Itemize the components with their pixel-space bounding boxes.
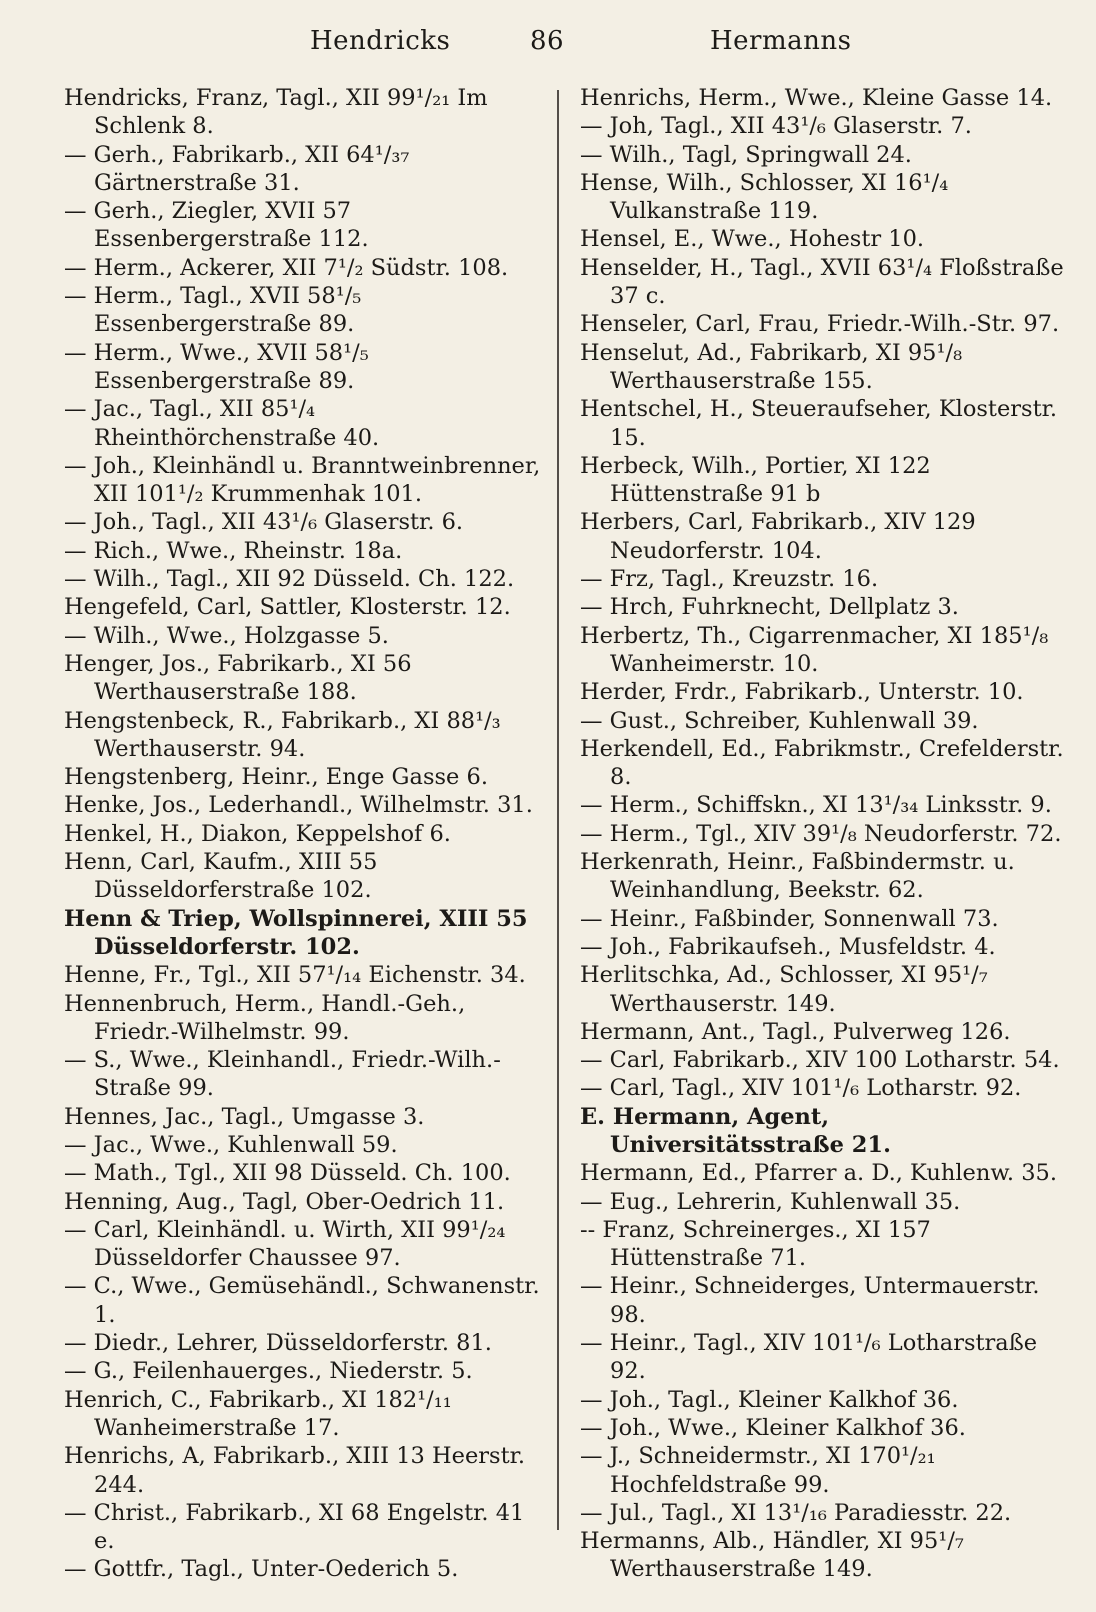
- directory-entry: Herkendell, Ed., Fabrikmstr., Crefelderstr. 8.: [580, 735, 1064, 791]
- directory-entry: -- Franz, Schreinerges., XI 157 Hüttenstraße 71.: [580, 1216, 931, 1272]
- directory-entry: — Eug., Lehrerin, Kuhlenwall 35.: [580, 1188, 961, 1215]
- header-left-keyword: Hendricks: [310, 26, 451, 56]
- directory-entry: — Joh., Fabrikaufseh., Musfeldstr. 4.: [580, 933, 996, 960]
- directory-entry: Herbers, Carl, Fabrikarb., XIV 129 Neudorferstr. 104.: [580, 509, 976, 564]
- directory-entry: Henning, Aug., Tagl, Ober-Oedrich 11.: [64, 1188, 505, 1215]
- directory-entry: — Wilh., Tagl., XII 92 Düsseld. Ch. 122.: [64, 566, 515, 593]
- directory-entry: Hengstenbeck, R., Fabrikarb., XI 88¹/₃ Werthauserstr. 94.: [64, 707, 501, 762]
- directory-entry: — Gerh., Ziegler, XVII 57 Essenbergerstraße 112.: [64, 198, 369, 253]
- directory-entry: Henn, Carl, Kaufm., XIII 55 Düsseldorferstraße 102.: [64, 849, 378, 904]
- directory-entry: — Gottfr., Tagl., Unter-Oederich 5.: [64, 1556, 459, 1583]
- directory-entry: — Hrch, Fuhrknecht, Dellplatz 3.: [580, 594, 959, 621]
- directory-entry: — Herm., Ackerer, XII 7¹/₂ Südstr. 108.: [64, 254, 509, 281]
- directory-entry: Henrichs, A, Fabrikarb., XIII 13 Heerstr. 244.: [64, 1443, 526, 1498]
- directory-entry: — Jac., Tagl., XII 85¹/₄ Rheinthörchenstraße 40.: [64, 396, 380, 451]
- directory-entry: Hermann, Ed., Pfarrer a. D., Kuhlenw. 35.: [580, 1160, 1058, 1187]
- directory-entry: Henger, Jos., Fabrikarb., XI 56 Werthauserstraße 188.: [64, 650, 412, 706]
- column-divider: [557, 90, 559, 1530]
- directory-entry: — Frz, Tagl., Kreuzstr. 16.: [580, 566, 879, 593]
- directory-entry: — Herm., Tagl., XVII 58¹/₅ Essenbergerstraße 89.: [64, 283, 362, 338]
- directory-entry: — Gust., Schreiber, Kuhlenwall 39.: [580, 707, 979, 734]
- directory-entry: Henkel, H., Diakon, Keppelshof 6.: [64, 820, 451, 847]
- page-number: 86: [530, 26, 565, 56]
- directory-entry: Herder, Frdr., Fabrikarb., Unterstr. 10.: [580, 679, 1024, 706]
- directory-entry: — Herm., Wwe., XVII 58¹/₅ Essenbergerstraße 89.: [64, 339, 369, 394]
- directory-entry: — C., Wwe., Gemüsehändl., Schwanenstr. 1.: [64, 1273, 540, 1328]
- directory-entry: Hermanns, Alb., Händler, XI 95¹/₇ Werthauserstraße 149.: [580, 1528, 964, 1583]
- directory-entry: — Herm., Schiffskn., XI 13¹/₃₄ Linksstr. 9.: [580, 792, 1052, 819]
- right-column: [580, 84, 1064, 1584]
- directory-entry: Hentschel, H., Steueraufseher, Klosterstr. 15.: [580, 396, 1058, 451]
- directory-entry: — Joh., Kleinhändl u. Branntweinbrenner, XII 101¹/₂ Krummenhak 101.: [64, 452, 541, 508]
- directory-entry: — Joh., Wwe., Kleiner Kalkhof 36.: [580, 1414, 966, 1441]
- directory-entry: — Carl, Fabrikarb., XIV 100 Lotharstr. 54.: [580, 1047, 1060, 1074]
- directory-entry: Hennes, Jac., Tagl., Umgasse 3.: [64, 1103, 425, 1130]
- directory-entry: — Joh., Tagl., XII 43¹/₆ Glaserstr. 6.: [64, 509, 464, 536]
- directory-entry: — Rich., Wwe., Rheinstr. 18a.: [64, 537, 403, 564]
- page-header: [0, 26, 1096, 66]
- directory-entry: — Gerh., Fabrikarb., XII 64¹/₃₇ Gärtnerstraße 31.: [64, 141, 410, 196]
- directory-entry: — Heinr., Schneiderges, Untermauerstr. 98.: [580, 1273, 1040, 1328]
- directory-entry: — Herm., Tgl., XIV 39¹/₈ Neudorferstr. 72.: [580, 820, 1062, 847]
- directory-entry: — Jul., Tagl., XI 13¹/₁₆ Paradiesstr. 22.: [580, 1499, 1012, 1526]
- directory-entry: Henn & Triep, Wollspinnerei, XIII 55 Düsseldorferstr. 102.: [64, 905, 528, 960]
- directory-entry: Henrichs, Herm., Wwe., Kleine Gasse 14.: [580, 85, 1053, 111]
- directory-entry: Hermann, Ant., Tagl., Pulverweg 126.: [580, 1018, 1011, 1045]
- left-column: [64, 84, 548, 1584]
- directory-entry: Henne, Fr., Tgl., XII 57¹/₁₄ Eichenstr. 34.: [64, 962, 526, 989]
- directory-entry: — Heinr., Tagl., XIV 101¹/₆ Lotharstraße 92.: [580, 1330, 1038, 1385]
- directory-entry: — J., Schneidermstr., XI 170¹/₂₁ Hochfeldstraße 99.: [580, 1443, 936, 1498]
- header-right-keyword: Hermanns: [710, 26, 852, 56]
- directory-entry: Herbertz, Th., Cigarrenmacher, XI 185¹/₈ Wanheimerstr. 10.: [580, 622, 1049, 677]
- directory-entry: Henke, Jos., Lederhandl., Wilhelmstr. 31.: [64, 792, 533, 819]
- directory-entry: Hensel, E., Wwe., Hohestr 10.: [580, 226, 925, 253]
- directory-entry: Hendricks, Franz, Tagl., XII 99¹/₂₁ Im Schlenk 8.: [64, 85, 488, 140]
- directory-entry: Herkenrath, Heinr., Faßbindermstr. u. Weinhandlung, Beekstr. 62.: [580, 849, 1015, 904]
- directory-entry: — Wilh., Wwe., Holzgasse 5.: [64, 622, 389, 649]
- directory-entry: Henseler, Carl, Frau, Friedr.-Wilh.-Str. 97.: [580, 311, 1060, 338]
- directory-entry: — Diedr., Lehrer, Düsseldorferstr. 81.: [64, 1330, 492, 1357]
- directory-entry: — Joh, Tagl., XII 43¹/₆ Glaserstr. 7.: [580, 113, 972, 140]
- directory-entry: Herbeck, Wilh., Portier, XI 122 Hüttenstraße 91 b: [580, 452, 931, 508]
- directory-entry: — Carl, Kleinhändl. u. Wirth, XII 99¹/₂₄ Düsseldorfer Chaussee 97.: [64, 1216, 506, 1272]
- directory-entry: Herlitschka, Ad., Schlosser, XI 95¹/₇ Werthauserstr. 149.: [580, 962, 988, 1017]
- directory-entry: Hengefeld, Carl, Sattler, Klosterstr. 12.: [64, 594, 511, 621]
- directory-entry: — Joh., Tagl., Kleiner Kalkhof 36.: [580, 1386, 959, 1413]
- directory-entry: Henselut, Ad., Fabrikarb, XI 95¹/₈ Werthauserstraße 155.: [580, 339, 963, 394]
- directory-entry: — Jac., Wwe., Kuhlenwall 59.: [64, 1131, 398, 1158]
- directory-entry: Henselder, H., Tagl., XVII 63¹/₄ Floßstraße 37 c.: [580, 254, 1064, 310]
- directory-entry: — Christ., Fabrikarb., XI 68 Engelstr. 41 e.: [64, 1499, 525, 1555]
- directory-entry: — Math., Tgl., XII 98 Düsseld. Ch. 100.: [64, 1160, 511, 1187]
- directory-entry: — G., Feilenhauerges., Niederstr. 5.: [64, 1358, 473, 1385]
- directory-entry: — Carl, Tagl., XIV 101¹/₆ Lotharstr. 92.: [580, 1075, 1022, 1102]
- directory-entry: Hennenbruch, Herm., Handl.-Geh., Friedr.-Wilhelmstr. 99.: [64, 990, 466, 1045]
- directory-entry: E. Hermann, Agent, Universitätsstraße 21.: [580, 1103, 891, 1158]
- directory-entry: — Wilh., Tagl, Springwall 24.: [580, 141, 912, 168]
- directory-entry: — Heinr., Faßbinder, Sonnenwall 73.: [580, 905, 999, 932]
- directory-entry: — S., Wwe., Kleinhandl., Friedr.-Wilh.-Straße 99.: [64, 1047, 501, 1102]
- directory-entry: Henrich, C., Fabrikarb., XI 182¹/₁₁ Wanheimerstraße 17.: [64, 1386, 452, 1441]
- directory-entry: Hengstenberg, Heinr., Enge Gasse 6.: [64, 764, 488, 791]
- directory-entry: Hense, Wilh., Schlosser, XI 16¹/₄ Vulkanstraße 119.: [580, 169, 949, 225]
